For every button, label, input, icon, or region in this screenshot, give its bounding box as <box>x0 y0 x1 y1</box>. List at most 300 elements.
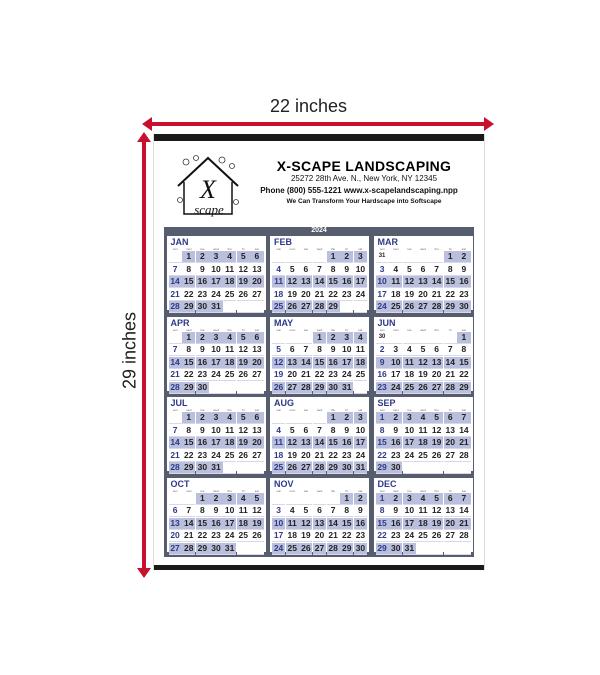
day-cell: 20 <box>287 369 297 379</box>
day-cell: 1 <box>182 412 195 424</box>
day-cell: 14 <box>328 517 338 528</box>
day-cell <box>340 301 353 313</box>
day-cell: 10 <box>355 424 366 435</box>
day-cell: 25 <box>404 381 415 392</box>
day-cell: 3 <box>376 264 389 276</box>
day-cell: 17 <box>390 369 401 379</box>
day-cell: 18 <box>224 356 235 367</box>
month-jul <box>167 397 266 471</box>
day-cell: 12 <box>287 276 297 286</box>
day-cell: 21 <box>170 369 180 379</box>
day-cell: 1 <box>313 332 326 344</box>
day-cell: 7 <box>169 425 182 437</box>
day-cell: 20 <box>445 517 455 528</box>
year-calendar <box>164 227 474 557</box>
weekday-label: sun <box>276 488 282 493</box>
day-cell: 24 <box>355 288 366 299</box>
day-cell: 28 <box>183 542 194 553</box>
day-cell: 12 <box>273 356 284 367</box>
day-cell: 7 <box>169 264 182 276</box>
month-name: APR <box>170 317 190 328</box>
day-cell: 16 <box>211 517 221 528</box>
day-cell: 12 <box>431 424 442 435</box>
day-cell: 4 <box>389 264 402 276</box>
day-cell: 8 <box>444 264 457 276</box>
day-cell: 13 <box>418 276 428 286</box>
day-cell: 14 <box>459 505 469 515</box>
day-cell: 3 <box>340 332 353 344</box>
weekday-label: mon <box>392 408 399 412</box>
day-cell: 10 <box>273 517 284 528</box>
day-cell: 13 <box>445 424 455 435</box>
day-cell: 9 <box>354 505 367 517</box>
day-cell: 3 <box>389 344 402 356</box>
day-cell: 1 <box>376 412 389 424</box>
day-cell: 2 <box>196 332 209 344</box>
month-may <box>270 317 369 391</box>
day-cell: 2 <box>389 493 402 505</box>
day-cell: 18 <box>418 517 428 528</box>
day-cell: 12 <box>238 344 248 354</box>
day-cell <box>444 543 457 555</box>
day-cell: 17 <box>211 276 221 286</box>
weekday-label: fri <box>345 327 348 332</box>
day-grid <box>169 332 264 390</box>
weekday-label: tue <box>407 408 412 412</box>
day-cell: 29 <box>459 381 469 392</box>
day-cell <box>457 462 470 474</box>
day-grid <box>272 251 367 309</box>
day-cell <box>354 382 367 394</box>
day-cell: 22 <box>342 530 352 540</box>
day-cell: 3 <box>209 251 222 263</box>
day-cell <box>250 301 263 313</box>
day-cell: 11 <box>272 276 285 288</box>
day-cell <box>182 493 195 505</box>
day-cell: 6 <box>250 332 263 344</box>
day-cell: 29 <box>328 462 338 472</box>
day-cell: 20 <box>301 449 311 460</box>
day-cell: 1 <box>444 251 457 263</box>
day-cell: 9 <box>196 425 209 437</box>
weekday-label: sat <box>358 408 363 412</box>
day-cell: 29 <box>328 301 338 311</box>
logo-letter: X <box>200 175 216 204</box>
day-cell: 3 <box>223 493 236 505</box>
day-cell: 7 <box>444 344 457 356</box>
day-cell: 11 <box>416 505 429 517</box>
day-cell: 9 <box>340 264 353 276</box>
day-cell: 30 <box>390 542 401 553</box>
day-cell: 30 <box>197 301 208 311</box>
day-cell: 13 <box>252 263 262 274</box>
day-cell: 12 <box>287 437 297 447</box>
month-sep <box>374 397 473 471</box>
day-cell: 13 <box>170 517 180 528</box>
weekday-label: sat <box>358 327 363 332</box>
day-cell: 9 <box>376 357 389 369</box>
day-cell: 31 <box>342 381 352 392</box>
day-cell <box>354 301 367 313</box>
day-cell: 3 <box>209 332 222 344</box>
day-cell: 15 <box>328 276 338 286</box>
month-name: SEP <box>377 398 396 408</box>
day-cell <box>327 493 340 505</box>
day-cell: 31 <box>355 462 366 472</box>
weekday-label: sat <box>254 247 259 251</box>
day-cell: 6 <box>430 344 443 356</box>
day-cell: 9 <box>196 344 209 356</box>
day-grid <box>376 251 471 309</box>
day-cell: 30 <box>211 542 221 553</box>
day-cell: 14 <box>314 437 325 447</box>
day-cell: 16 <box>377 369 387 379</box>
month-name: JUN <box>377 317 396 328</box>
day-cell: 26 <box>238 449 248 460</box>
weekday-label: wed <box>316 488 323 493</box>
day-cell: 18 <box>273 288 284 299</box>
day-cell: 13 <box>252 424 262 435</box>
day-cell: 15 <box>183 276 194 286</box>
weekday-label: sun <box>172 247 178 251</box>
month-name: MAR <box>377 237 398 247</box>
day-cell: 23 <box>377 381 387 392</box>
weekday-label: tue <box>200 327 205 332</box>
day-cell: 5 <box>299 505 312 517</box>
day-cell: 7 <box>182 505 195 517</box>
weekday-label: wed <box>213 327 219 332</box>
house-logo-icon <box>172 152 244 222</box>
day-cell: 26 <box>301 542 311 553</box>
day-cell: 26 <box>238 288 248 299</box>
month-name: NOV <box>274 478 294 489</box>
day-cell: 17 <box>211 356 221 367</box>
day-cell: 17 <box>224 517 235 528</box>
day-cell: 6 <box>299 425 312 437</box>
day-cell: 15 <box>377 437 387 447</box>
day-cell: 26 <box>287 301 297 311</box>
weekday-label: fri <box>448 488 452 493</box>
day-cell: 11 <box>223 344 236 356</box>
company-contact: Phone (800) 555-1221 www.x-scapelandscaping.npp <box>260 186 458 195</box>
day-cell: 11 <box>286 518 299 530</box>
day-cell: 18 <box>355 356 366 367</box>
day-cell: 22 <box>377 449 387 460</box>
day-cell: 27 <box>170 542 180 553</box>
day-cell: 22 <box>377 530 387 540</box>
day-cell: 19 <box>301 530 311 540</box>
day-cell: 6 <box>250 412 263 424</box>
day-cell: 14 <box>170 437 180 447</box>
day-cell: 8 <box>182 425 195 437</box>
day-cell: 15 <box>183 356 194 367</box>
day-cell: 18 <box>224 437 235 447</box>
day-cell: 1 <box>182 332 195 344</box>
weekday-label: wed <box>316 247 323 251</box>
day-cell: 30 <box>355 542 366 553</box>
day-cell: 7 <box>169 344 182 356</box>
day-cell: 25 <box>224 369 235 379</box>
day-cell: 31 <box>211 462 221 472</box>
day-cell <box>416 543 429 555</box>
day-cell <box>272 251 285 263</box>
day-cell: 19 <box>252 517 262 528</box>
day-cell: 24 <box>211 369 221 379</box>
company-tagline: We Can Transform Your Hardscape into Softscape <box>286 198 442 205</box>
day-cell: 19 <box>287 288 297 299</box>
day-cell: 25 <box>273 462 284 472</box>
day-cell: 27 <box>301 301 311 311</box>
day-cell <box>444 332 457 344</box>
day-cell: 29 <box>377 542 387 553</box>
weekday-label: mon <box>392 327 399 332</box>
day-cell <box>430 251 443 263</box>
day-cell <box>403 462 416 474</box>
day-cell: 9 <box>209 505 222 517</box>
month-name: FEB <box>274 237 292 247</box>
weekday-label: sat <box>461 247 466 251</box>
day-cell: 17 <box>355 276 366 286</box>
day-cell: 23 <box>355 530 366 540</box>
day-cell: 28 <box>431 301 442 311</box>
day-cell: 12 <box>252 505 262 515</box>
day-cell: 14 <box>183 517 194 528</box>
day-cell: 19 <box>273 369 284 379</box>
day-cell: 27 <box>418 301 428 311</box>
day-cell <box>286 412 299 424</box>
day-cell <box>237 462 250 474</box>
day-grid <box>169 412 264 470</box>
day-cell: 8 <box>313 344 326 356</box>
day-cell: 23 <box>197 449 208 460</box>
day-grid <box>376 493 471 551</box>
day-cell: 30 <box>459 301 469 311</box>
day-cell: 19 <box>238 276 248 286</box>
day-cell: 5 <box>286 425 299 437</box>
weekday-label: tue <box>303 247 309 251</box>
day-cell: 20 <box>418 288 428 299</box>
day-cell: 1 <box>457 332 470 344</box>
day-cell: 17 <box>377 288 387 299</box>
month-nov <box>270 478 369 552</box>
day-cell: 18 <box>224 276 235 286</box>
day-cell: 20 <box>170 530 180 540</box>
day-cell: 8 <box>457 344 470 356</box>
day-cell: 27 <box>445 530 455 540</box>
day-cell <box>286 493 299 505</box>
day-cell: 21 <box>183 530 194 540</box>
day-cell: 28 <box>445 381 455 392</box>
day-cell: 5 <box>416 344 429 356</box>
day-cell: 4 <box>286 505 299 517</box>
day-cell: 19 <box>287 449 297 460</box>
weekday-label: wed <box>420 488 426 493</box>
day-cell: 26 <box>238 369 248 379</box>
day-cell: 1 <box>327 412 340 424</box>
day-cell: 10 <box>404 505 415 515</box>
weekday-label: thu <box>227 247 232 251</box>
day-grid <box>169 251 264 309</box>
day-cell: 4 <box>223 251 236 263</box>
day-cell <box>223 382 236 394</box>
day-cell: 22 <box>459 369 469 379</box>
day-cell: 27 <box>314 542 325 553</box>
weekday-label: fri <box>448 408 452 412</box>
weekday-label: wed <box>420 247 426 251</box>
day-cell: 21 <box>328 530 338 540</box>
month-oct <box>167 478 266 552</box>
day-cell: 3 <box>272 505 285 517</box>
day-cell: 13 <box>252 344 262 354</box>
day-cell: 12 <box>404 276 415 286</box>
day-cell: 11 <box>416 425 429 437</box>
day-cell: 16 <box>390 437 401 447</box>
weekday-label: tue <box>407 488 412 493</box>
day-cell: 24 <box>404 530 415 540</box>
day-cell: 15 <box>183 437 194 447</box>
day-cell: 2 <box>376 344 389 356</box>
month-name: MAY <box>274 317 294 328</box>
day-cell: 11 <box>354 344 367 356</box>
weekday-label: wed <box>213 247 219 251</box>
day-cell: 27 <box>287 381 297 392</box>
day-cell: 24 <box>390 381 401 392</box>
weekday-label: fri <box>241 327 245 332</box>
weekday-label: mon <box>392 488 399 493</box>
day-cell <box>430 543 443 555</box>
weekday-label: mon <box>289 247 296 251</box>
day-cell <box>286 251 299 263</box>
weekday-label: thu <box>434 327 439 332</box>
day-cell: 27 <box>252 449 262 460</box>
day-cell: 24 <box>404 449 415 460</box>
day-cell: 28 <box>301 381 311 392</box>
day-cell: 28 <box>459 449 469 460</box>
day-cell: 6 <box>444 412 457 424</box>
day-cell: 14 <box>431 276 442 286</box>
weekday-label: thu <box>434 247 439 251</box>
day-cell: 19 <box>238 356 248 367</box>
day-cell: 15 <box>445 276 455 286</box>
day-cell: 23 <box>342 288 352 299</box>
weekday-label: tue <box>200 488 205 493</box>
day-cell: 6 <box>286 344 299 356</box>
day-cell: 5 <box>237 332 250 344</box>
day-cell: 20 <box>301 288 311 299</box>
height-label: 29 inches <box>119 311 140 390</box>
day-cell: 24 <box>224 530 235 540</box>
day-cell: 7 <box>430 264 443 276</box>
day-cell: 21 <box>170 449 180 460</box>
weekday-label: sun <box>379 488 385 493</box>
day-cell: 12 <box>418 356 428 367</box>
weekday-label: sat <box>254 488 259 493</box>
day-cell: 23 <box>390 449 401 460</box>
day-cell: 26 <box>273 381 284 392</box>
day-cell <box>272 493 285 505</box>
day-cell: 6 <box>169 505 182 517</box>
day-cell: 17 <box>342 356 352 367</box>
day-cell: 21 <box>301 369 311 379</box>
day-cell <box>223 301 236 313</box>
day-cell: 5 <box>286 264 299 276</box>
company-address: 25272 28th Ave. N., New York, NY 12345 <box>290 174 438 183</box>
day-cell: 3 <box>354 251 367 263</box>
day-cell <box>169 493 182 505</box>
day-grid <box>272 332 367 390</box>
month-name: DEC <box>377 478 397 489</box>
month-dec <box>374 478 473 552</box>
day-cell: 11 <box>272 437 285 449</box>
day-cell: 28 <box>328 542 338 553</box>
day-cell <box>457 543 470 555</box>
day-cell <box>430 462 443 474</box>
day-cell: 29 <box>342 542 352 553</box>
day-cell: 19 <box>431 437 442 447</box>
day-cell: 25 <box>238 530 248 540</box>
day-cell: 9 <box>196 264 209 276</box>
day-cell: 2 <box>340 251 353 263</box>
day-cell: 2 <box>389 412 402 424</box>
day-cell: 22 <box>445 288 455 299</box>
day-cell: 24 <box>211 288 221 299</box>
month-jun <box>374 317 473 391</box>
day-cell <box>299 493 312 505</box>
weekday-label: fri <box>345 247 348 251</box>
day-cell: 20 <box>445 437 455 447</box>
width-label: 22 inches <box>270 96 348 116</box>
day-cell: 17 <box>355 437 366 447</box>
weekday-label: mon <box>185 247 192 251</box>
weekday-label: mon <box>289 408 296 412</box>
weekday-label: wed <box>213 488 219 493</box>
month-jan <box>167 236 266 310</box>
day-cell: 16 <box>459 276 469 286</box>
day-cell: 27 <box>252 288 262 299</box>
day-cell <box>389 332 402 344</box>
day-cell: 16 <box>197 437 208 447</box>
day-cell: 29 <box>445 301 455 311</box>
day-cell: 30 <box>390 462 401 472</box>
day-cell: 28 <box>459 530 469 540</box>
day-cell: 18 <box>418 437 428 447</box>
day-cell: 20 <box>314 530 325 540</box>
day-cell: 4 <box>272 425 285 437</box>
day-cell: 24 <box>355 449 366 460</box>
day-cell: 14 <box>445 356 455 367</box>
day-cell: 3 <box>354 412 367 424</box>
day-cell: 26 <box>431 530 442 540</box>
day-cell <box>313 412 326 424</box>
day-cell <box>430 332 443 344</box>
day-grid <box>169 493 264 551</box>
weekday-label: fri <box>241 488 245 493</box>
weekday-label: fri <box>448 327 452 332</box>
day-cell: 15 <box>314 356 325 367</box>
day-cell: 4 <box>354 332 367 344</box>
month-name: JAN <box>170 237 189 247</box>
day-cell: 9 <box>457 264 470 276</box>
day-cell <box>444 462 457 474</box>
weekday-label: thu <box>227 488 232 493</box>
day-cell: 28 <box>170 301 180 311</box>
day-cell: 6 <box>299 264 312 276</box>
day-cell: 11 <box>223 425 236 437</box>
day-cell: 26 <box>252 530 262 540</box>
month-name: JUL <box>170 398 188 408</box>
day-cell: 10 <box>377 276 387 286</box>
day-cell: 15 <box>328 437 338 447</box>
